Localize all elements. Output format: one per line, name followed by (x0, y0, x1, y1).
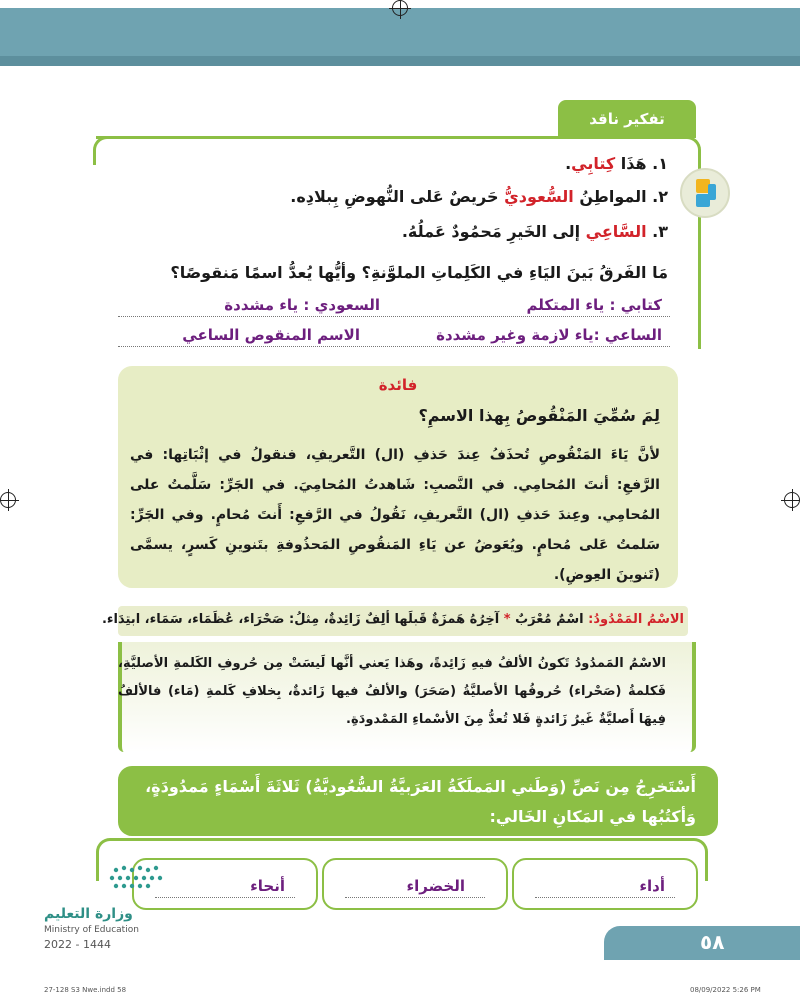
highlighted-word: السَّاعِي (585, 222, 647, 241)
print-slug-file: 27-128 S3 Nwe.indd 58 (44, 986, 127, 994)
ministry-name-english: Ministry of Education (44, 925, 139, 935)
answer-field-1[interactable] (512, 858, 698, 910)
star-icon: * (503, 612, 511, 627)
puzzle-icon (680, 168, 730, 218)
handwritten-answer: الخضراء (406, 877, 465, 895)
critical-question: مَا الفَرقُ بَينَ اليَاءِ في الكَلِماتِ الملوَّنةِ؟ وأيُّها يُعدُّ اسمًا مَنقوصًا؟ (170, 263, 668, 282)
section-tab-critical-thinking: تفكير ناقد (558, 100, 696, 138)
benefit-title: فائدة (378, 376, 418, 394)
edition-year: 2022 - 1444 (44, 938, 111, 951)
definition-term: الاسْمُ المَمْدُودُ: (588, 612, 684, 627)
benefit-body: لأنَّ يَاءَ المَنْقُوصِ تُحذَفُ عِندَ حَذفِ (ال) التَّعريفِ، فنقولُ في إثْبَاتِها: في الرَّفعِ: أنتَ المُحامِي. في النَّصبِ: شَاهدتُ المُحامِيَ. في الجَرِّ: سَلَّمتُ على المُحامِي. وعِندَ حَذفِ (ال) التَّعريفِ، نَقُولُ في الرَّفعِ: أَنتَ مُحامٍ. وفي الجَرِّ: سَلمتُ عَلى مُحامٍ. ويُعَوضُ عن يَاءِ المَنقُوصِ المَحذُوفةِ بتَنوينِ كَسرٍ، يسمَّى (تَنوينَ العِوضِ). (130, 447, 660, 583)
example-sentence-2: ٢. المواطِنُ السُّعوديُّ حَريصٌ عَلى النُّهوضِ بِبلادِه. (290, 187, 668, 206)
page-number: ٥٨ (700, 930, 725, 954)
definition-line: الاسْمُ المَمْدُودُ: اسْمٌ مُعْرَبٌ * آخِرُهُ هَمزَةٌ قَبلَها ألِفٌ زَائِدةٌ، مِثلُ: صَحْرَاء، عُظَمَاء، سَمَاء، ابتِدَاء. (101, 612, 684, 627)
highlighted-word: السُّعوديُّ (504, 187, 574, 206)
handwritten-answer: أداء (639, 877, 665, 895)
answer-line-1[interactable] (118, 294, 670, 317)
definition-detail: الاسْمُ المَمدُودُ تَكونُ الألفُ فيهِ زَائِدةً، وهَذا يَعني أنَّها لَيسَتْ مِن حُروفِ الكَلمةِ الأصليَّةِ، فَكلمةُ (صَحْراء) حُروفُها الأصليَّةُ (صَحَرَ) والألفُ فيها زَائدةٌ، بِخلافِ كَلمةِ (مَاء) فالألفُ فِيهَا أَصليَّةٌ غَيرُ زَائدةٍ فَلا تُعدُّ مِنَ الأسْماءِ المَمْدودَةِ. (118, 656, 666, 727)
highlighted-word: كِتابِي (571, 154, 616, 173)
example-sentence-3: ٣. السَّاعِي إلى الخَيرِ مَحمُودٌ عَملُهُ. (401, 222, 668, 241)
benefit-question: لِمَ سُمِّيَ المَنْقُوصُ بِهذا الاسمِ؟ (418, 406, 660, 425)
print-slug-date: 08/09/2022 5:26 PM (690, 986, 761, 994)
handwritten-answer: الساعي :ياء لازمة وغير مشددة (436, 326, 662, 344)
registration-mark-icon (392, 0, 408, 16)
ministry-name-arabic: وزارة التعليم (44, 906, 133, 922)
answer-line-2[interactable] (118, 324, 670, 347)
handwritten-answer: الاسم المنقوص الساعي (182, 326, 360, 344)
registration-mark-icon (0, 492, 16, 508)
handwritten-answer: أنحاء (250, 877, 285, 895)
ministry-logo-icon (96, 860, 196, 910)
task-instruction: أَسْتَخرِجُ مِن نَصِّ (وَطَني المَملَكَةُ العَرَبيَّةُ السُّعُوديَّةُ) ثَلاثَةَ أَسْمَاءٍ مَمدُودَةٍ، وَأكتُبُها في المَكانِ الخَالي: (145, 777, 696, 826)
registration-mark-icon (784, 492, 800, 508)
answer-field-2[interactable] (322, 858, 508, 910)
handwritten-answer: السعودي : ياء مشددة (224, 296, 380, 314)
handwritten-answer: كتابي : ياء المتكلم (526, 296, 662, 314)
example-sentence-1: ١. هَذَا كِتابِي. (565, 154, 668, 173)
